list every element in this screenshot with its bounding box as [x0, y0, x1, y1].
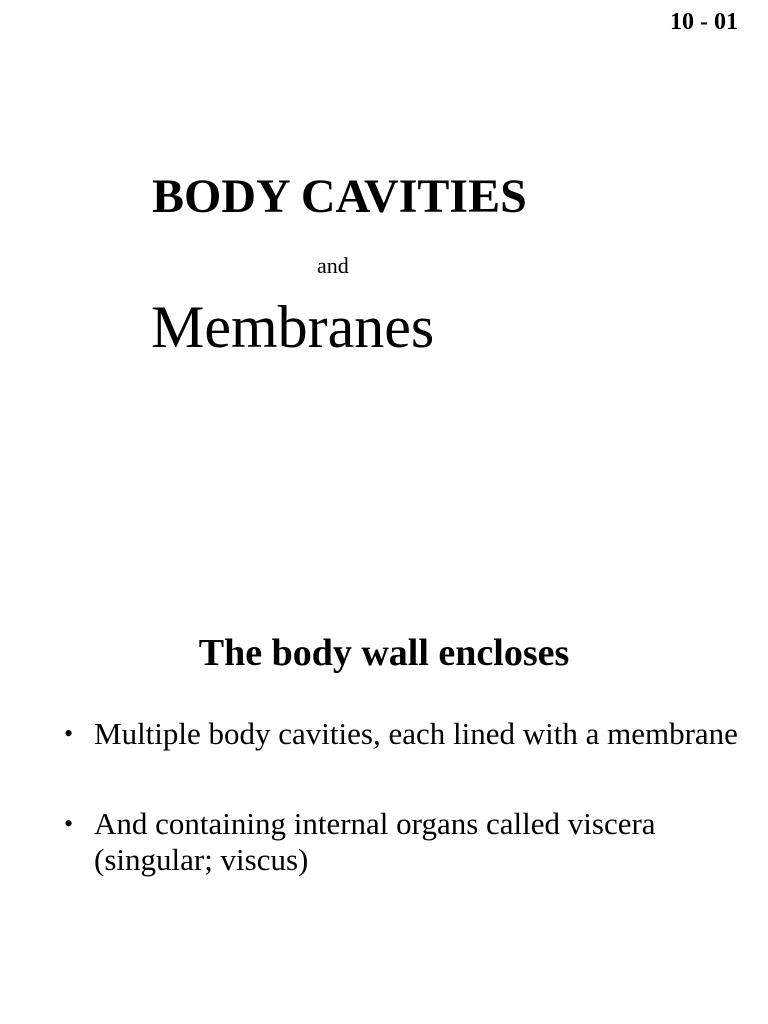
bullet-list	[64, 716, 744, 878]
section-heading: The body wall encloses	[198, 632, 570, 674]
title-subtitle: Membranes	[151, 294, 435, 360]
title-main: BODY CAVITIES	[152, 170, 527, 223]
title-connector: and	[317, 253, 349, 278]
bullet-text: And containing internal organs called viscera (singular; viscus)	[94, 806, 656, 877]
page-number: 10 - 01	[670, 9, 738, 35]
bullet-item	[64, 806, 744, 878]
bullet-item	[64, 716, 744, 752]
bullet-icon: •	[64, 809, 74, 838]
bullet-text: Multiple body cavities, each lined with a membrane	[94, 716, 738, 751]
bullet-icon: •	[64, 719, 74, 748]
